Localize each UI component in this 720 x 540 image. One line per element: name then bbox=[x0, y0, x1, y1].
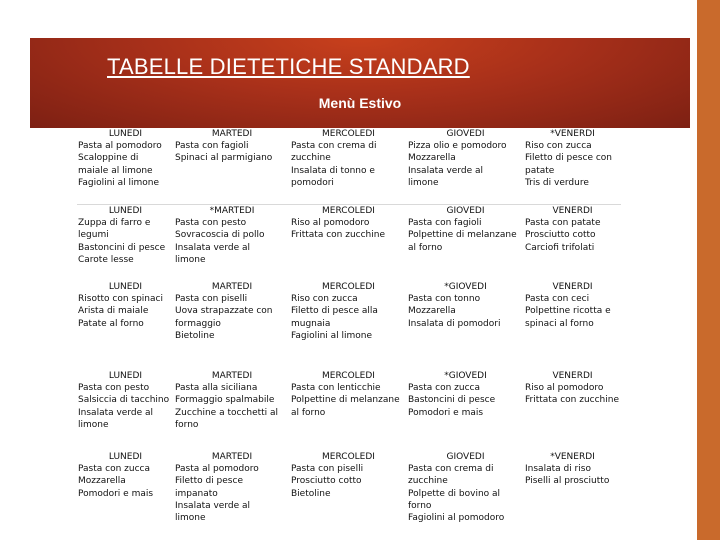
menu-item: Pasta con zucca bbox=[78, 464, 150, 475]
menu-item: Spinaci al parmigiano bbox=[175, 153, 273, 164]
menu-item: Bietoline bbox=[175, 330, 215, 341]
day-label: LUNEDI bbox=[108, 452, 143, 462]
day-label: MARTEDI bbox=[211, 371, 253, 381]
menu-cell bbox=[407, 281, 524, 370]
menu-item: Fagiolini al pomodoro bbox=[408, 513, 505, 524]
menu-item: Tris di verdure bbox=[525, 177, 589, 188]
menu-item: Pasta con piselli bbox=[291, 464, 364, 475]
week-row bbox=[77, 205, 621, 282]
week-row bbox=[77, 128, 621, 205]
menu-item: Insalata verde al bbox=[408, 165, 484, 176]
menu-cell bbox=[407, 451, 524, 531]
day-label: *MARTEDI bbox=[209, 206, 255, 216]
menu-item: Bastoncini di pesce bbox=[78, 242, 166, 253]
menu-cell bbox=[524, 281, 621, 370]
week-row bbox=[77, 370, 621, 451]
menu-item: Arista di maiale bbox=[78, 306, 149, 317]
menu-cell bbox=[174, 205, 290, 282]
menu-cell bbox=[407, 205, 524, 282]
menu-item: Pasta con fagioli bbox=[175, 141, 249, 152]
menu-cell bbox=[290, 281, 407, 370]
menu-item: Pasta con lenticchie bbox=[291, 383, 381, 394]
menu-cell bbox=[174, 451, 290, 531]
menu-item: Bietoline bbox=[291, 488, 331, 499]
menu-item: zucchine bbox=[408, 476, 448, 487]
menu-item: Zucchine a tocchetti al bbox=[175, 407, 279, 418]
accent-side-bar bbox=[697, 0, 720, 540]
day-label: VENERDI bbox=[552, 282, 593, 292]
menu-item: Sovracoscia di pollo bbox=[175, 230, 265, 241]
menu-table bbox=[77, 128, 621, 531]
day-label: LUNEDI bbox=[108, 206, 143, 216]
day-label: VENERDI bbox=[552, 206, 593, 216]
week-row bbox=[77, 451, 621, 531]
menu-cell bbox=[290, 128, 407, 205]
menu-item: mugnaia bbox=[291, 318, 331, 329]
menu-item: limone bbox=[78, 419, 109, 430]
menu-item: Prosciutto cotto bbox=[291, 476, 362, 487]
menu-item: Fagiolini al limone bbox=[78, 177, 160, 188]
day-label: MERCOLEDI bbox=[322, 371, 375, 381]
menu-cell bbox=[524, 451, 621, 531]
menu-item: Insalata di tonno e bbox=[291, 165, 375, 176]
menu-item: legumi bbox=[78, 230, 109, 241]
menu-item: Mozzarella bbox=[408, 306, 456, 317]
menu-item: spinaci al forno bbox=[525, 318, 594, 329]
menu-cell bbox=[290, 370, 407, 451]
week-row bbox=[77, 281, 621, 370]
menu-item: formaggio bbox=[175, 318, 221, 329]
day-label: MERCOLEDI bbox=[322, 206, 375, 216]
menu-item: Pasta con piselli bbox=[175, 294, 248, 305]
menu-item: Riso al pomodoro bbox=[525, 383, 604, 394]
day-label: LUNEDI bbox=[108, 371, 143, 381]
menu-item: maiale al limone bbox=[78, 165, 153, 176]
menu-item: Pasta con crema di bbox=[291, 141, 377, 152]
menu-item: al forno bbox=[291, 407, 326, 418]
menu-cell bbox=[524, 128, 621, 205]
day-label: VENERDI bbox=[552, 371, 593, 381]
menu-item: Insalata di riso bbox=[525, 464, 591, 475]
menu-item: Bastoncini di pesce bbox=[408, 395, 496, 406]
day-label: MARTEDI bbox=[211, 282, 253, 292]
menu-item: Polpette di bovino al bbox=[408, 488, 501, 499]
menu-item: Frittata con zucchine bbox=[291, 230, 385, 241]
menu-item: Uova strapazzate con bbox=[175, 306, 273, 317]
day-label: MARTEDI bbox=[211, 129, 253, 139]
menu-item: Pasta con fagioli bbox=[408, 218, 482, 229]
title-banner bbox=[30, 38, 690, 128]
day-label: LUNEDI bbox=[108, 129, 143, 139]
page-title: TABELLE DIETETICHE STANDARD bbox=[107, 54, 470, 79]
menu-cell bbox=[524, 370, 621, 451]
menu-cell bbox=[77, 128, 174, 205]
menu-item: zucchine bbox=[291, 153, 331, 164]
menu-item: Riso con zucca bbox=[525, 141, 592, 152]
menu-subtitle: Menù Estivo bbox=[318, 95, 402, 111]
menu-item: limone bbox=[408, 177, 439, 188]
menu-item: Fagiolini al limone bbox=[291, 330, 373, 341]
menu-item: Risotto con spinaci bbox=[78, 294, 163, 305]
menu-item: Pasta con ceci bbox=[525, 294, 590, 305]
menu-cell bbox=[174, 281, 290, 370]
menu-item: Filetto di pesce con bbox=[525, 153, 613, 164]
menu-item: limone bbox=[175, 513, 206, 524]
menu-cell bbox=[407, 370, 524, 451]
day-label: *GIOVEDI bbox=[444, 282, 487, 292]
menu-item: Polpettine di melanzane bbox=[408, 230, 517, 241]
menu-item: Pasta al pomodoro bbox=[78, 141, 162, 152]
menu-item: al forno bbox=[408, 242, 443, 253]
menu-item: Pomodori e mais bbox=[408, 407, 484, 418]
menu-item: Filetto di pesce bbox=[175, 476, 243, 487]
menu-cell bbox=[77, 451, 174, 531]
menu-item: Scaloppine di bbox=[78, 153, 139, 164]
menu-item: patate bbox=[525, 165, 555, 176]
menu-item: Pasta con patate bbox=[525, 218, 601, 229]
menu-table-container bbox=[77, 128, 621, 531]
menu-item: forno bbox=[175, 419, 199, 430]
menu-item: Insalata verde al bbox=[175, 242, 251, 253]
menu-item: forno bbox=[408, 500, 432, 511]
menu-item: impanato bbox=[175, 488, 218, 499]
menu-item: Pasta alla siciliana bbox=[175, 383, 258, 394]
menu-cell bbox=[77, 370, 174, 451]
menu-item: Prosciutto cotto bbox=[525, 230, 596, 241]
menu-item: Piselli al prosciutto bbox=[525, 476, 610, 487]
day-label: GIOVEDI bbox=[446, 129, 485, 139]
day-label: MARTEDI bbox=[211, 452, 253, 462]
menu-item: Patate al forno bbox=[78, 318, 144, 329]
day-label: MERCOLEDI bbox=[322, 129, 375, 139]
day-label: MERCOLEDI bbox=[322, 452, 375, 462]
menu-item: Filetto di pesce alla bbox=[291, 306, 378, 317]
day-label: GIOVEDI bbox=[446, 452, 485, 462]
menu-table-body bbox=[77, 128, 621, 531]
menu-item: Pasta con crema di bbox=[408, 464, 494, 475]
menu-item: Pasta con pesto bbox=[78, 383, 150, 394]
menu-item: Pasta con tonno bbox=[408, 294, 481, 305]
menu-cell bbox=[174, 128, 290, 205]
menu-cell bbox=[290, 451, 407, 531]
menu-item: Pasta con zucca bbox=[408, 383, 480, 394]
menu-item: Insalata verde al bbox=[78, 407, 154, 418]
menu-item: Pasta con pesto bbox=[175, 218, 247, 229]
menu-item: Pizza olio e pomodoro bbox=[408, 141, 507, 152]
day-label: *VENERDI bbox=[550, 129, 595, 139]
menu-item: Carote lesse bbox=[78, 254, 134, 265]
menu-item: Pasta al pomodoro bbox=[175, 464, 259, 475]
menu-item: Frittata con zucchine bbox=[525, 395, 619, 406]
menu-item: Carciofi trifolati bbox=[525, 242, 595, 253]
day-label: *VENERDI bbox=[550, 452, 595, 462]
menu-item: Polpettine di melanzane bbox=[291, 395, 400, 406]
day-label: GIOVEDI bbox=[446, 206, 485, 216]
day-label: *GIOVEDI bbox=[444, 371, 487, 381]
menu-item: Salsiccia di tacchino bbox=[78, 395, 170, 406]
menu-cell bbox=[77, 281, 174, 370]
menu-item: Mozzarella bbox=[408, 153, 456, 164]
menu-item: Formaggio spalmabile bbox=[175, 395, 275, 406]
menu-cell bbox=[290, 205, 407, 282]
menu-item: Riso al pomodoro bbox=[291, 218, 370, 229]
day-label: LUNEDI bbox=[108, 282, 143, 292]
menu-cell bbox=[524, 205, 621, 282]
day-label: MERCOLEDI bbox=[322, 282, 375, 292]
menu-item: limone bbox=[175, 254, 206, 265]
menu-item: Riso con zucca bbox=[291, 294, 358, 305]
menu-item: Polpettine ricotta e bbox=[525, 306, 611, 317]
menu-item: Zuppa di farro e bbox=[78, 218, 151, 229]
menu-cell bbox=[174, 370, 290, 451]
menu-item: Insalata di pomodori bbox=[408, 318, 501, 329]
menu-cell bbox=[77, 205, 174, 282]
menu-item: Mozzarella bbox=[78, 476, 126, 487]
menu-item: Pomodori e mais bbox=[78, 488, 154, 499]
menu-item: Insalata verde al bbox=[175, 500, 251, 511]
menu-item: pomodori bbox=[291, 177, 334, 188]
menu-cell bbox=[407, 128, 524, 205]
